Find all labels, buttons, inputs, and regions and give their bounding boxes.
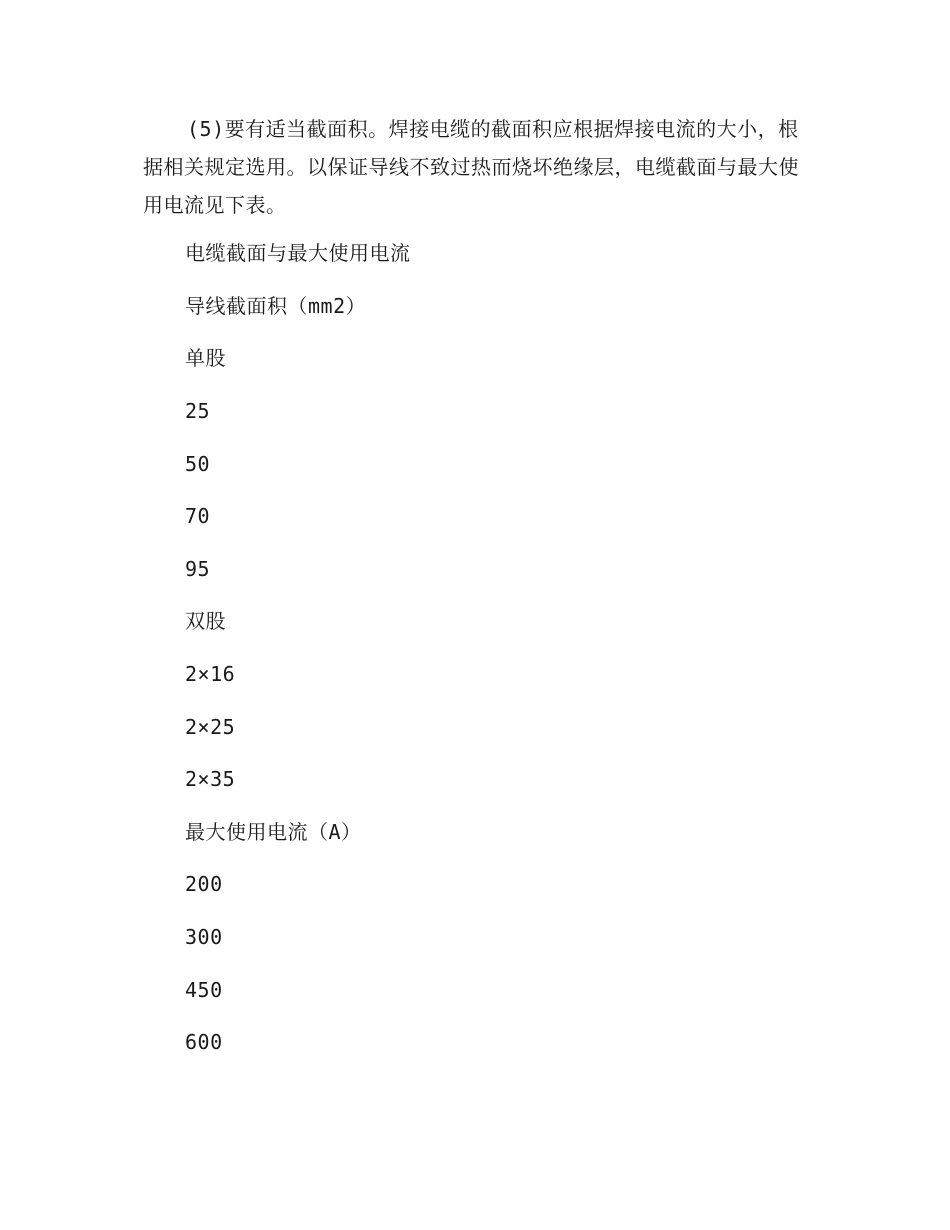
single-strand-label: 单股 [185,346,226,370]
column-header-cross-section: 导线截面积（mm2） [185,294,367,318]
double-strand-value: 2×35 [185,767,236,791]
max-current-value: 600 [185,1030,223,1054]
double-strand-label: 双股 [185,609,226,633]
double-strand-value: 2×25 [185,715,236,739]
max-current-value: 450 [185,978,223,1002]
single-strand-value: 95 [185,557,211,581]
single-strand-value: 25 [185,399,211,423]
double-strand-value: 2×16 [185,662,236,686]
single-strand-value: 70 [185,504,211,528]
intro-paragraph: (5)要有适当截面积。焊接电缆的截面积应根据焊接电流的大小，根据相关规定选用。以保证导线不致过热而烧坏绝缘层，电缆截面与最大使用电流见下表。 [143,117,799,217]
column-header-max-current: 最大使用电流（A） [185,820,362,844]
max-current-value: 300 [185,925,223,949]
max-current-value: 200 [185,872,223,896]
table-title: 电缆截面与最大使用电流 [185,241,411,265]
single-strand-value: 50 [185,452,211,476]
